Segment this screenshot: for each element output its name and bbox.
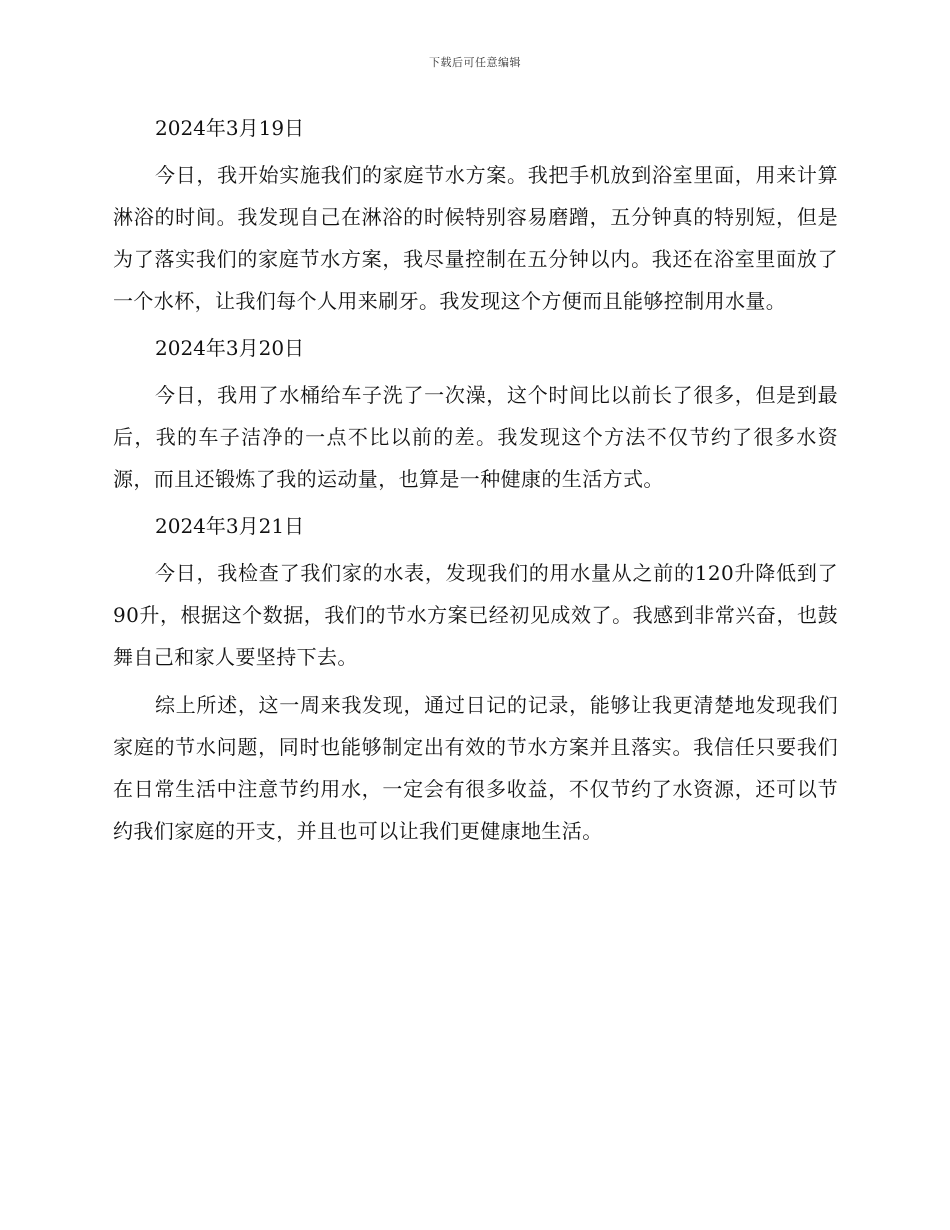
- entry-date: 2024年3月21日: [155, 514, 305, 538]
- entry-date: 2024年3月20日: [155, 336, 305, 360]
- entry-date: 2024年3月19日: [155, 116, 305, 140]
- document-body: [113, 108, 838, 858]
- entry-paragraph: 今日，我用了水桶给车子洗了一次澡，这个时间比以前长了很多，但是到最后，我的车子洁净的一点不比以前的差。我发现这个方法不仅节约了很多水资源，而且还锻炼了我的运动量，也算是一种健康的生活方式。: [113, 383, 838, 491]
- summary-paragraph: 综上所述，这一周来我发现，通过日记的记录，能够让我更清楚地发现我们家庭的节水问题，同时也能够制定出有效的节水方案并且落实。我信任只要我们在日常生活中注意节约用水，一定会有很多收益，不仅节约了水资源，还可以节约我们家庭的开支，并且也可以让我们更健康地生活。: [113, 693, 838, 843]
- entry-paragraph: 今日，我检查了我们家的水表，发现我们的用水量从之前的120升降低到了90升，根据这个数据，我们的节水方案已经初见成效了。我感到非常兴奋，也鼓舞自己和家人要坚持下去。: [113, 561, 838, 669]
- entry-paragraph: 今日，我开始实施我们的家庭节水方案。我把手机放到浴室里面，用来计算淋浴的时间。我发现自己在淋浴的时候特别容易磨蹭，五分钟真的特别短，但是为了落实我们的家庭节水方案，我尽量控制在五分钟以内。我还在浴室里面放了一个水杯，让我们每个人用来刷牙。我发现这个方便而且能够控制用水量。: [113, 163, 838, 313]
- page-header-note: 下载后可任意编辑: [429, 56, 521, 69]
